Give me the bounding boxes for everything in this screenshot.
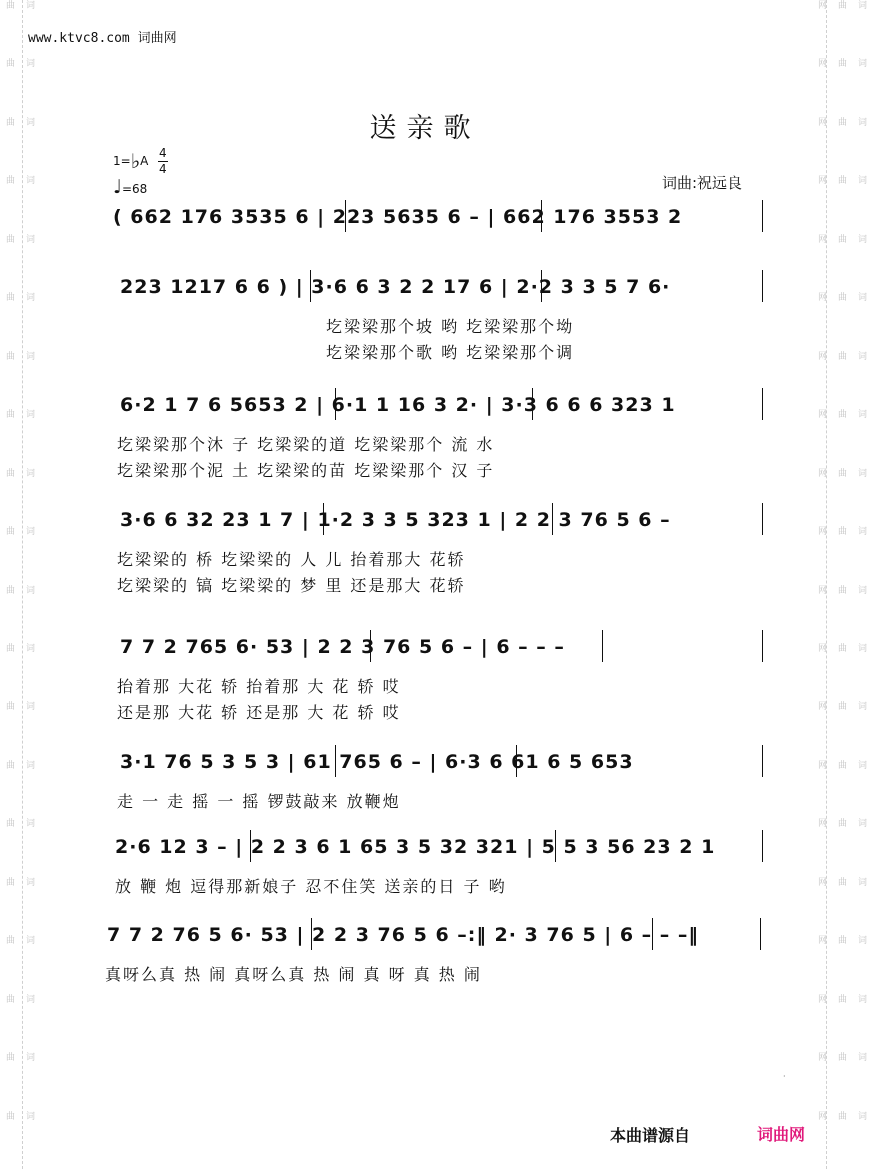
notation-row: ( 662 176 3535 6 | 223 5635 6 – | 662 176 3553 2 <box>113 206 683 228</box>
bar-line <box>335 745 336 777</box>
watermark-text: 词曲 <box>4 0 34 10</box>
key-letter: A <box>140 154 149 168</box>
bar-line <box>762 830 763 862</box>
time-signature <box>158 146 168 177</box>
watermark-text: 词曲 <box>4 116 34 127</box>
quarter-note-icon: ♩ <box>113 176 122 198</box>
watermark-text: 词曲 <box>4 175 34 186</box>
bar-line <box>335 388 336 420</box>
watermark-text: 词曲 <box>4 1052 34 1063</box>
lyric-row: 圪梁梁那个歌 哟 圪梁梁那个调 <box>326 343 575 362</box>
notation-row: 223 1217 6 6 ) | 3·6 6 3 2 2 17 6 | 2·2 3 3 5 7 6· <box>120 276 671 298</box>
notation-row: 3·1 76 5 3 5 3 | 61 765 6 – | 6·3 6 61 6 5 653 <box>120 751 634 773</box>
bar-line <box>762 200 763 232</box>
bar-line <box>541 270 542 302</box>
right-watermark-strip <box>816 0 866 1169</box>
bar-line <box>311 918 312 950</box>
lyric-row: 圪梁梁那个泥 土 圪梁梁的苗 圪梁梁那个 汉 子 <box>117 461 495 480</box>
author-credit: 词曲:祝远良 <box>662 174 743 192</box>
watermark-text: 词曲 <box>4 642 34 653</box>
bar-line <box>652 918 653 950</box>
lyric-row: 真呀么真 热 闹 真呀么真 热 闹 真 呀 真 热 闹 <box>105 965 482 984</box>
notation-row: 7 7 2 765 6· 53 | 2 2 3 76 5 6 – | 6 – – – <box>120 636 565 658</box>
watermark-text: 词曲 <box>4 350 34 361</box>
lyric-row: 圪梁梁那个沐 子 圪梁梁的道 圪梁梁那个 流 水 <box>117 435 495 454</box>
watermark-text: 词曲 <box>4 584 34 595</box>
watermark-text: 词曲 <box>4 233 34 244</box>
watermark-text: 词曲网 <box>816 0 866 10</box>
key-prefix: 1= <box>113 154 131 168</box>
footer-brand-link[interactable]: 词曲网 <box>757 1125 806 1144</box>
bar-line <box>250 830 251 862</box>
watermark-text: 词曲网 <box>816 1110 866 1121</box>
lyric-row: 走 一 走 摇 一 摇 锣鼓敲来 放鞭炮 <box>117 792 401 811</box>
watermark-text: 词曲网 <box>816 116 866 127</box>
watermark-text: 词曲网 <box>816 1052 866 1063</box>
watermark-text: 词曲 <box>4 701 34 712</box>
notation-row: 2·6 12 3 – | 2 2 3 6 1 65 3 5 32 321 | 5 5 3 56 23 2 1 <box>115 836 716 858</box>
tempo-value: =68 <box>121 182 148 196</box>
lyric-row: 放 鞭 炮 逗得那新娘子 忍不住笑 送亲的日 子 哟 <box>115 877 507 896</box>
bar-line <box>552 503 553 535</box>
watermark-text: 词曲 <box>4 1110 34 1121</box>
watermark-text: 词曲 <box>4 935 34 946</box>
site-url[interactable]: www.ktvc8.com 词曲网 <box>28 31 177 46</box>
time-signature-top: 4 <box>159 146 167 160</box>
watermark-text: 词曲 <box>4 467 34 478</box>
key-signature <box>113 146 149 173</box>
watermark-text: 词曲网 <box>816 935 866 946</box>
watermark-text: 词曲网 <box>816 292 866 303</box>
bar-line <box>555 830 556 862</box>
lyric-row: 圪梁梁那个坡 哟 圪梁梁那个坳 <box>326 317 575 336</box>
watermark-text: 词曲 <box>4 818 34 829</box>
watermark-text: 词曲网 <box>816 409 866 420</box>
watermark-text: 词曲 <box>4 993 34 1004</box>
lyric-row: 圪梁梁的 镐 圪梁梁的 梦 里 还是那大 花轿 <box>117 576 466 595</box>
flat-symbol: ♭ <box>130 149 141 173</box>
watermark-text: 词曲网 <box>816 701 866 712</box>
watermark-text: 词曲 <box>4 526 34 537</box>
notation-row: 6·2 1 7 6 5653 2 | 6·1 1 16 3 2· | 3·3 6 6 6 323 1 <box>120 394 676 416</box>
watermark-text: 词曲 <box>4 409 34 420</box>
watermark-text: 词曲网 <box>816 175 866 186</box>
bar-line <box>516 745 517 777</box>
bar-line <box>370 630 371 662</box>
watermark-text: 词曲网 <box>816 818 866 829</box>
song-title: 送亲歌 <box>369 113 481 144</box>
bar-line <box>532 388 533 420</box>
bar-line <box>762 745 763 777</box>
lyric-row: 还是那 大花 轿 还是那 大 花 轿 哎 <box>117 703 401 722</box>
bar-line <box>323 503 324 535</box>
notation-row: 3·6 6 32 23 1 7 | 1·2 3 3 5 323 1 | 2 2 3 76 5 6 – <box>120 509 671 531</box>
watermark-text: 词曲 <box>4 292 34 303</box>
watermark-text: 词曲 <box>4 759 34 770</box>
time-signature-bottom: 4 <box>159 162 167 176</box>
bar-line <box>762 388 763 420</box>
watermark-text: 词曲网 <box>816 350 866 361</box>
bar-line <box>760 918 761 950</box>
tempo-marking <box>113 176 147 198</box>
bar-line <box>310 270 311 302</box>
lyric-row: 抬着那 大花 轿 抬着那 大 花 轿 哎 <box>117 677 401 696</box>
notation-row: 7 7 2 76 5 6· 53 | 2 2 3 76 5 6 –:‖ 2· 3 76 5 | 6 – – –‖ <box>107 924 699 946</box>
watermark-text: 词曲网 <box>816 876 866 887</box>
stray-dot: · <box>783 1072 786 1081</box>
bar-line <box>345 200 346 232</box>
bar-line <box>762 630 763 662</box>
watermark-text: 词曲网 <box>816 993 866 1004</box>
bar-line <box>762 270 763 302</box>
watermark-text: 词曲网 <box>816 58 866 69</box>
left-watermark-strip <box>2 0 34 1169</box>
watermark-text: 词曲 <box>4 58 34 69</box>
watermark-text: 词曲网 <box>816 467 866 478</box>
footer-source-label: 本曲谱源自 <box>610 1126 691 1145</box>
watermark-text: 词曲网 <box>816 642 866 653</box>
bar-line <box>541 200 542 232</box>
watermark-text: 词曲网 <box>816 526 866 537</box>
watermark-text: 词曲 <box>4 876 34 887</box>
watermark-text: 词曲网 <box>816 759 866 770</box>
lyric-row: 圪梁梁的 桥 圪梁梁的 人 儿 抬着那大 花轿 <box>117 550 466 569</box>
bar-line <box>762 503 763 535</box>
watermark-text: 词曲网 <box>816 233 866 244</box>
bar-line <box>602 630 603 662</box>
watermark-text: 词曲网 <box>816 584 866 595</box>
